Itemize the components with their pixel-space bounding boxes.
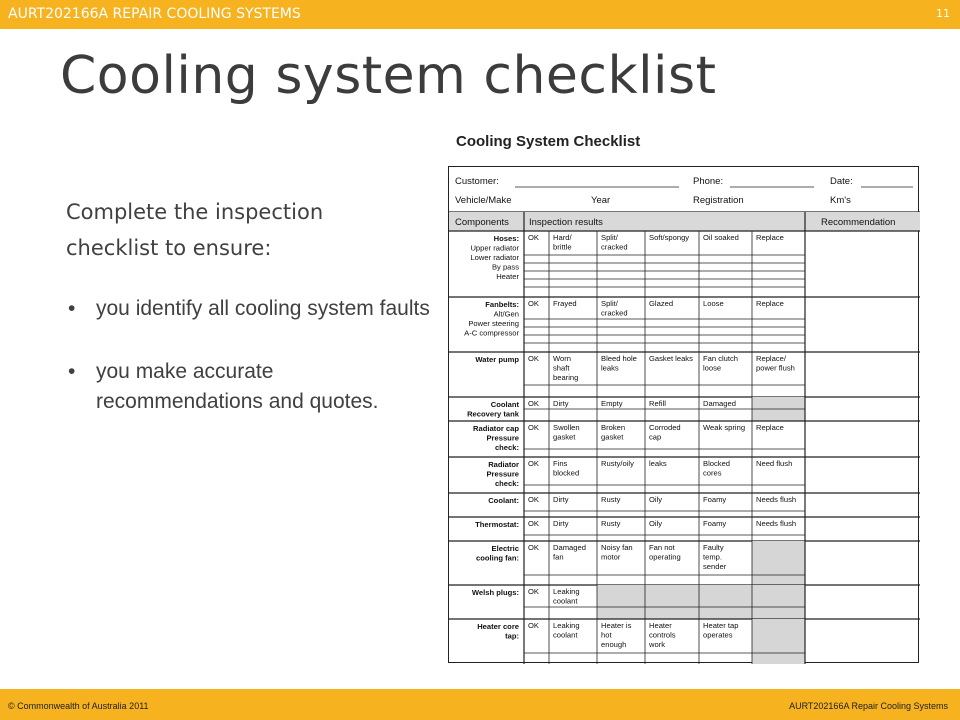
inspection-option: Leaking bbox=[553, 587, 580, 596]
inspection-option: Split/ bbox=[601, 299, 618, 308]
inspection-option: OK bbox=[528, 587, 539, 596]
component-label: Water pump bbox=[475, 355, 519, 364]
inspection-option: Dirty bbox=[553, 519, 569, 528]
inspection-option: cracked bbox=[601, 308, 628, 318]
inspection-option: enough bbox=[601, 640, 627, 649]
shaded-cell bbox=[699, 585, 752, 619]
inspection-option: Dirty bbox=[553, 399, 569, 408]
date-label: Date: bbox=[830, 176, 853, 187]
inspection-option: operating bbox=[649, 552, 681, 562]
inspection-option: Soft/spongy bbox=[649, 233, 690, 242]
inspection-option: Rusty bbox=[601, 495, 621, 504]
component-label: Fanbelts: bbox=[485, 300, 519, 309]
inspection-option: OK bbox=[528, 519, 539, 528]
component-label: tap: bbox=[505, 631, 519, 641]
inspection-option: OK bbox=[528, 354, 539, 363]
inspection-option: OK bbox=[528, 299, 539, 308]
phone-label: Phone: bbox=[693, 176, 724, 187]
inspection-option: Oily bbox=[649, 519, 663, 528]
copyright: © Commonwealth of Australia 2011 bbox=[8, 701, 149, 711]
inspection-option: OK bbox=[528, 233, 539, 242]
component-label: Hoses: bbox=[493, 234, 519, 243]
component-label: Heater core bbox=[477, 622, 519, 631]
component-label: Lower radiator bbox=[470, 253, 519, 262]
inspection-option: Heater bbox=[649, 621, 672, 630]
recommendation-header: Recommendation bbox=[821, 217, 896, 228]
inspection-option: Glazed bbox=[649, 299, 674, 308]
shaded-cell bbox=[752, 585, 805, 619]
inspection-option: leaks bbox=[649, 459, 667, 468]
inspection-option: Rusty bbox=[601, 519, 621, 528]
inspection-option: Foamy bbox=[703, 495, 727, 504]
inspection-option: Hard/ bbox=[553, 233, 572, 242]
inspection-option: loose bbox=[703, 363, 722, 373]
kms-label: Km's bbox=[830, 195, 851, 206]
inspection-option: Replace bbox=[756, 299, 784, 308]
inspection-option: coolant bbox=[553, 596, 578, 606]
inspection-option: Need flush bbox=[756, 459, 793, 468]
registration-label: Registration bbox=[693, 195, 744, 206]
slide-title: Cooling system checklist bbox=[60, 46, 717, 106]
inspection-option: coolant bbox=[553, 630, 578, 640]
inspection-option: work bbox=[649, 640, 666, 649]
components-header: Components bbox=[455, 217, 509, 228]
bullet-item: • you identify all cooling system faults bbox=[66, 294, 436, 324]
bullet-list bbox=[66, 294, 436, 450]
inspection-option: Needs flush bbox=[756, 495, 797, 504]
inspection-option: Frayed bbox=[553, 299, 577, 308]
inspection-option: controls bbox=[649, 630, 676, 640]
inspection-option: Heater tap bbox=[703, 621, 739, 630]
inspection-option: Swollen bbox=[553, 423, 580, 432]
inspection-option: Replace bbox=[756, 423, 784, 432]
inspection-option: OK bbox=[528, 543, 539, 552]
inspection-option: cores bbox=[703, 468, 722, 478]
inspection-option: fan bbox=[553, 552, 564, 562]
inspection-option: Worn bbox=[553, 354, 572, 363]
inspection-option: Damaged bbox=[703, 399, 736, 408]
component-label: Heater bbox=[496, 272, 519, 281]
inspection-option: Fan clutch bbox=[703, 354, 739, 363]
checklist-form bbox=[448, 166, 919, 663]
bullet-item: • you make accurate recommendations and quotes. bbox=[66, 357, 436, 417]
inspection-option: Foamy bbox=[703, 519, 727, 528]
component-label: By pass bbox=[491, 262, 519, 272]
inspection-option: Corroded bbox=[649, 423, 681, 432]
inspection-option: Empty bbox=[601, 399, 623, 408]
inspection-option: Blocked bbox=[703, 459, 731, 468]
component-label: Coolant: bbox=[488, 496, 519, 505]
inspection-option: OK bbox=[528, 459, 539, 468]
inspection-option: Fan not bbox=[649, 543, 675, 552]
inspection-option: cap bbox=[649, 432, 662, 442]
inspection-option: Needs flush bbox=[756, 519, 797, 528]
inspection-option: temp. bbox=[703, 552, 722, 562]
bottom-banner bbox=[0, 689, 960, 720]
inspection-option: blocked bbox=[553, 468, 580, 478]
checklist-grid bbox=[449, 167, 920, 664]
inspection-option: bearing bbox=[553, 373, 579, 382]
customer-label: Customer: bbox=[455, 176, 499, 187]
component-label: Radiator bbox=[488, 460, 519, 469]
course-code: AURT202166A REPAIR COOLING SYSTEMS bbox=[8, 6, 301, 22]
slide-intro: Complete the inspection checklist to ensure: bbox=[66, 200, 324, 260]
shaded-cell bbox=[645, 585, 699, 619]
inspection-option: Oil soaked bbox=[703, 233, 739, 242]
top-banner bbox=[0, 0, 960, 29]
component-label: Electric bbox=[491, 544, 519, 553]
inspection-option: brittle bbox=[553, 242, 572, 252]
component-label: Pressure bbox=[486, 433, 519, 443]
component-label: Alt/Gen bbox=[493, 309, 519, 319]
inspection-option: Rusty/oily bbox=[601, 459, 634, 468]
inspection-option: Leaking bbox=[553, 621, 580, 630]
inspection-option: Fins bbox=[553, 459, 568, 468]
year-label: Year bbox=[591, 195, 611, 206]
checklist-title: Cooling System Checklist bbox=[456, 133, 641, 150]
component-label: Upper radiator bbox=[470, 243, 519, 253]
component-label: Pressure bbox=[486, 469, 519, 479]
shaded-cell bbox=[752, 541, 805, 585]
inspection-option: gasket bbox=[601, 432, 624, 442]
inspection-option: Replace/ bbox=[756, 354, 786, 363]
inspection-option: Heater is bbox=[601, 621, 632, 630]
page-number: 11 bbox=[936, 7, 950, 20]
inspection-option: motor bbox=[601, 552, 621, 562]
component-label: Welsh plugs: bbox=[471, 588, 519, 597]
inspection-option: Gasket leaks bbox=[649, 354, 693, 363]
inspection-option: cracked bbox=[601, 242, 628, 252]
inspection-option: OK bbox=[528, 495, 539, 504]
inspection-option: gasket bbox=[553, 432, 576, 442]
inspection-option: Oily bbox=[649, 495, 663, 504]
inspection-option: operates bbox=[703, 630, 733, 640]
inspection-option: Dirty bbox=[553, 495, 569, 504]
component-label: cooling fan: bbox=[475, 553, 519, 563]
inspection-option: leaks bbox=[601, 363, 619, 373]
inspection-option: hot bbox=[601, 630, 612, 640]
vehicle-label: Vehicle/Make bbox=[455, 195, 512, 206]
shaded-cell bbox=[597, 585, 645, 619]
inspection-option: Refill bbox=[649, 399, 666, 408]
component-label: Coolant bbox=[490, 400, 519, 409]
component-label: check: bbox=[494, 479, 519, 488]
inspection-option: Faulty bbox=[703, 543, 724, 552]
shaded-cell bbox=[752, 619, 805, 664]
inspection-option: sender bbox=[703, 562, 727, 571]
inspection-header: Inspection results bbox=[529, 217, 603, 228]
inspection-option: OK bbox=[528, 621, 539, 630]
inspection-option: Replace bbox=[756, 233, 784, 242]
component-label: Recovery tank bbox=[467, 409, 519, 419]
inspection-option: Damaged bbox=[553, 543, 586, 552]
inspection-option: Broken bbox=[601, 423, 626, 432]
inspection-option: Loose bbox=[703, 299, 724, 308]
footer-course: AURT202166A Repair Cooling Systems bbox=[789, 701, 948, 711]
inspection-option: Weak spring bbox=[703, 423, 746, 432]
inspection-option: Split/ bbox=[601, 233, 618, 242]
component-label: Radiator cap bbox=[473, 424, 519, 433]
inspection-option: shaft bbox=[553, 363, 570, 373]
inspection-option: power flush bbox=[756, 363, 795, 373]
inspection-option: OK bbox=[528, 399, 539, 408]
component-label: Power steering bbox=[468, 319, 519, 328]
component-label: A-C compressor bbox=[464, 328, 519, 338]
inspection-option: Noisy fan bbox=[601, 543, 633, 552]
inspection-option: OK bbox=[528, 423, 539, 432]
component-label: Thermostat: bbox=[475, 520, 519, 529]
inspection-option: Bleed hole bbox=[601, 354, 637, 363]
component-label: check: bbox=[494, 443, 519, 452]
